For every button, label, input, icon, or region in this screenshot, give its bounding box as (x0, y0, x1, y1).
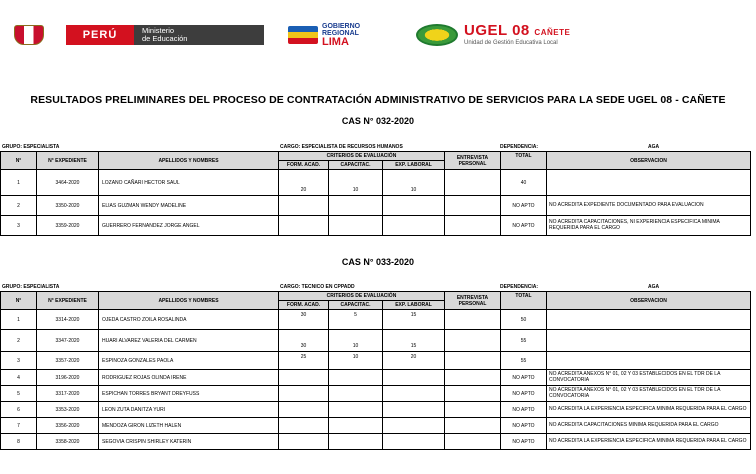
total-cell: 55 (501, 330, 547, 352)
header-logos (0, 22, 756, 48)
ministerio-logo-text-2: de Educación (142, 34, 188, 43)
gobierno-lima-logo (288, 22, 384, 48)
gore-text-3: LIMA (322, 35, 349, 48)
expediente-cell: 3196-2020 (37, 370, 99, 386)
total-cell: NO APTO (501, 370, 547, 386)
entrevista-cell (445, 386, 501, 402)
capacitac-cell (329, 418, 383, 434)
total-cell: 55 (501, 352, 547, 370)
gore-text-1: GOBIERNO (322, 22, 361, 30)
observacion-cell (547, 330, 751, 352)
expediente-cell: 3314-2020 (37, 310, 99, 330)
header-form: FORM. ACAD. (279, 161, 329, 170)
form-acad-cell: 30 (279, 310, 329, 330)
capacitac-cell (329, 216, 383, 236)
table-row (1, 402, 751, 418)
total-cell: NO APTO (501, 434, 547, 450)
cas-title: CAS N° 033-2020 (341, 257, 415, 267)
expediente-cell: 3464-2020 (37, 170, 99, 196)
name-cell: ESPINOZA GONZALES PAOLA (99, 352, 279, 370)
exp-laboral-cell (383, 370, 445, 386)
capacitac-cell: 5 (329, 310, 383, 330)
name-cell: LOZANO CAÑARI HECTOR SAUL (99, 170, 279, 196)
dependencia-value: AGA (648, 144, 660, 150)
expediente-cell: 3353-2020 (37, 402, 99, 418)
table-row (1, 370, 751, 386)
form-acad-cell (279, 402, 329, 418)
header-total: TOTAL (501, 292, 547, 310)
observacion-cell (547, 352, 751, 370)
exp-laboral-cell (383, 418, 445, 434)
form-acad-cell (279, 434, 329, 450)
ugel-city-text: CAÑETE (534, 28, 571, 37)
header-entrevista: ENTREVISTA PERSONAL (445, 152, 501, 170)
form-acad-cell (279, 370, 329, 386)
total-cell: NO APTO (501, 418, 547, 434)
capacitac-cell (329, 434, 383, 450)
name-cell: LEON ZUTA DANITZA YURI (99, 402, 279, 418)
ugel-logo-text: UGEL 08 (464, 22, 530, 39)
row-number: 1 (1, 310, 37, 330)
header-capac: CAPACITAC. (329, 301, 383, 310)
grupo-label: GRUPO: ESPECIALISTA (2, 144, 60, 150)
total-cell: NO APTO (501, 196, 547, 216)
header-observacion: OBSERVACION (547, 292, 751, 310)
expediente-cell: 3356-2020 (37, 418, 99, 434)
row-number: 2 (1, 196, 37, 216)
ugel-logo (416, 22, 646, 48)
row-number: 8 (1, 434, 37, 450)
header-observacion: OBSERVACION (547, 152, 751, 170)
header-n: N° (1, 152, 37, 170)
row-number: 2 (1, 330, 37, 352)
observacion-cell: NO ACREDITA CAPACITACIONES MINIMA REQUERIDA PARA EL CARGO (547, 418, 751, 434)
dependencia-label: DEPENDENCIA: (500, 284, 539, 290)
header-criterios: CRITERIOS DE EVALUACIÓN (279, 292, 445, 301)
table-row (1, 170, 751, 196)
header-exp-laboral: EXP. LABORAL (383, 161, 445, 170)
cas-title: CAS N° 032-2020 (341, 116, 415, 126)
dependencia-value: AGA (648, 284, 660, 290)
header-total: TOTAL (501, 152, 547, 170)
total-cell: 40 (501, 170, 547, 196)
table-row (1, 330, 751, 352)
form-acad-cell (279, 386, 329, 402)
capacitac-cell (329, 386, 383, 402)
exp-laboral-cell (383, 196, 445, 216)
peru-ministerio-logo (66, 25, 264, 45)
form-acad-cell: 20 (279, 170, 329, 196)
expediente-cell: 3358-2020 (37, 434, 99, 450)
capacitac-cell (329, 402, 383, 418)
expediente-cell: 3357-2020 (37, 352, 99, 370)
table-row (1, 434, 751, 450)
form-acad-cell: 30 (279, 330, 329, 352)
name-cell: MENDOZA GIRON LIZETH HALEN (99, 418, 279, 434)
row-number: 7 (1, 418, 37, 434)
observacion-cell (547, 170, 751, 196)
row-number: 3 (1, 352, 37, 370)
total-cell: NO APTO (501, 402, 547, 418)
observacion-cell: NO ACREDITA EXPEDIENTE DOCUMENTADO PARA EVALUACION (547, 196, 751, 216)
header-n: N° (1, 292, 37, 310)
name-cell: GUERRERO FERNANDEZ JORGE ANGEL (99, 216, 279, 236)
total-cell: 50 (501, 310, 547, 330)
entrevista-cell (445, 196, 501, 216)
observacion-cell: NO ACREDITA LA EXPERIENCIA ESPECIFICA MINIMA REQUERIDA PARA EL CARGO (547, 434, 751, 450)
exp-laboral-cell (383, 402, 445, 418)
row-number: 5 (1, 386, 37, 402)
header-expediente: N° EXPEDIENTE (37, 292, 99, 310)
observacion-cell: NO ACREDITA CAPACITACIONES, NI EXPERIENCIA ESPECIFICA MINIMA REQUERIDA PARA EL CARGO (547, 216, 751, 236)
header-capac: CAPACITAC. (329, 161, 383, 170)
capacitac-cell: 10 (329, 352, 383, 370)
header-exp-laboral: EXP. LABORAL (383, 301, 445, 310)
capacitac-cell: 10 (329, 170, 383, 196)
name-cell: HUARI ALVAREZ VALERIA DEL CARMEN (99, 330, 279, 352)
observacion-cell: NO ACREDITA LA EXPERIENCIA ESPECIFICA MINIMA REQUERIDA PARA EL CARGO (547, 402, 751, 418)
name-cell: OJEDA CASTRO ZOILA ROSALINDA (99, 310, 279, 330)
name-cell: ESPICHAN TORRES BRYANT DREYFUSS (99, 386, 279, 402)
results-table (0, 291, 751, 450)
expediente-cell: 3359-2020 (37, 216, 99, 236)
table-row (1, 352, 751, 370)
exp-laboral-cell (383, 434, 445, 450)
header-form: FORM. ACAD. (279, 301, 329, 310)
gore-text-2: REGIONAL (322, 29, 359, 37)
expediente-cell: 3317-2020 (37, 386, 99, 402)
header-expediente: N° EXPEDIENTE (37, 152, 99, 170)
row-number: 3 (1, 216, 37, 236)
results-table (0, 151, 751, 236)
peru-logo-text: PERÚ (66, 25, 134, 45)
ugel-sub-text: Unidad de Gestión Educativa Local (464, 40, 558, 46)
table-row (1, 196, 751, 216)
capacitac-cell (329, 196, 383, 216)
exp-laboral-cell: 15 (383, 330, 445, 352)
total-cell: NO APTO (501, 216, 547, 236)
entrevista-cell (445, 434, 501, 450)
row-number: 6 (1, 402, 37, 418)
entrevista-cell (445, 330, 501, 352)
cargo-label: CARGO: ESPECIALISTA DE RECURSOS HUMANOS (280, 144, 403, 150)
entrevista-cell (445, 216, 501, 236)
header-nombres: APELLIDOS Y NOMBRES (99, 152, 279, 170)
exp-laboral-cell: 15 (383, 310, 445, 330)
entrevista-cell (445, 370, 501, 386)
grupo-label: GRUPO: ESPECIALISTA (2, 284, 60, 290)
table-row (1, 310, 751, 330)
name-cell: ELIAS GUZMAN WENDY MADELINE (99, 196, 279, 216)
entrevista-cell (445, 352, 501, 370)
entrevista-cell (445, 418, 501, 434)
exp-laboral-cell (383, 216, 445, 236)
form-acad-cell (279, 418, 329, 434)
header-nombres: APELLIDOS Y NOMBRES (99, 292, 279, 310)
entrevista-cell (445, 170, 501, 196)
expediente-cell: 3350-2020 (37, 196, 99, 216)
row-number: 4 (1, 370, 37, 386)
observacion-cell (547, 310, 751, 330)
dependencia-label: DEPENDENCIA: (500, 144, 539, 150)
name-cell: SEGOVIA CRISPIN SHIRLEY KATERIN (99, 434, 279, 450)
form-acad-cell (279, 196, 329, 216)
table-row (1, 386, 751, 402)
capacitac-cell (329, 370, 383, 386)
observacion-cell: NO ACREDITA ANEXOS N° 01, 02 Y 03 ESTABLECIDOS EN EL TDR DE LA CONVOCATORIA (547, 370, 751, 386)
page-title: RESULTADOS PRELIMINARES DEL PROCESO DE CONTRATACIÓN ADMINISTRATIVO DE SERVICIOS PARA LA SEDE UGEL 08 - CAÑETE (30, 94, 726, 106)
exp-laboral-cell (383, 386, 445, 402)
expediente-cell: 3347-2020 (37, 330, 99, 352)
table-row (1, 418, 751, 434)
entrevista-cell (445, 310, 501, 330)
capacitac-cell: 10 (329, 330, 383, 352)
name-cell: RODRIGUEZ ROJAS OLINDA IRENE (99, 370, 279, 386)
header-criterios: CRITERIOS DE EVALUACIÓN (279, 152, 445, 161)
row-number: 1 (1, 170, 37, 196)
form-acad-cell (279, 216, 329, 236)
exp-laboral-cell: 20 (383, 352, 445, 370)
total-cell: NO APTO (501, 386, 547, 402)
observacion-cell: NO ACREDITA ANEXOS N° 01, 02 Y 03 ESTABLECIDOS EN EL TDR DE LA CONVOCATORIA (547, 386, 751, 402)
exp-laboral-cell: 10 (383, 170, 445, 196)
cargo-label: CARGO: TECNICO EN CPPADD (280, 284, 355, 290)
entrevista-cell (445, 402, 501, 418)
table-row (1, 216, 751, 236)
form-acad-cell: 25 (279, 352, 329, 370)
header-entrevista: ENTREVISTA PERSONAL (445, 292, 501, 310)
ministerio-logo-text-1: Ministerio (142, 26, 175, 35)
escudo-peru-icon (14, 22, 48, 48)
